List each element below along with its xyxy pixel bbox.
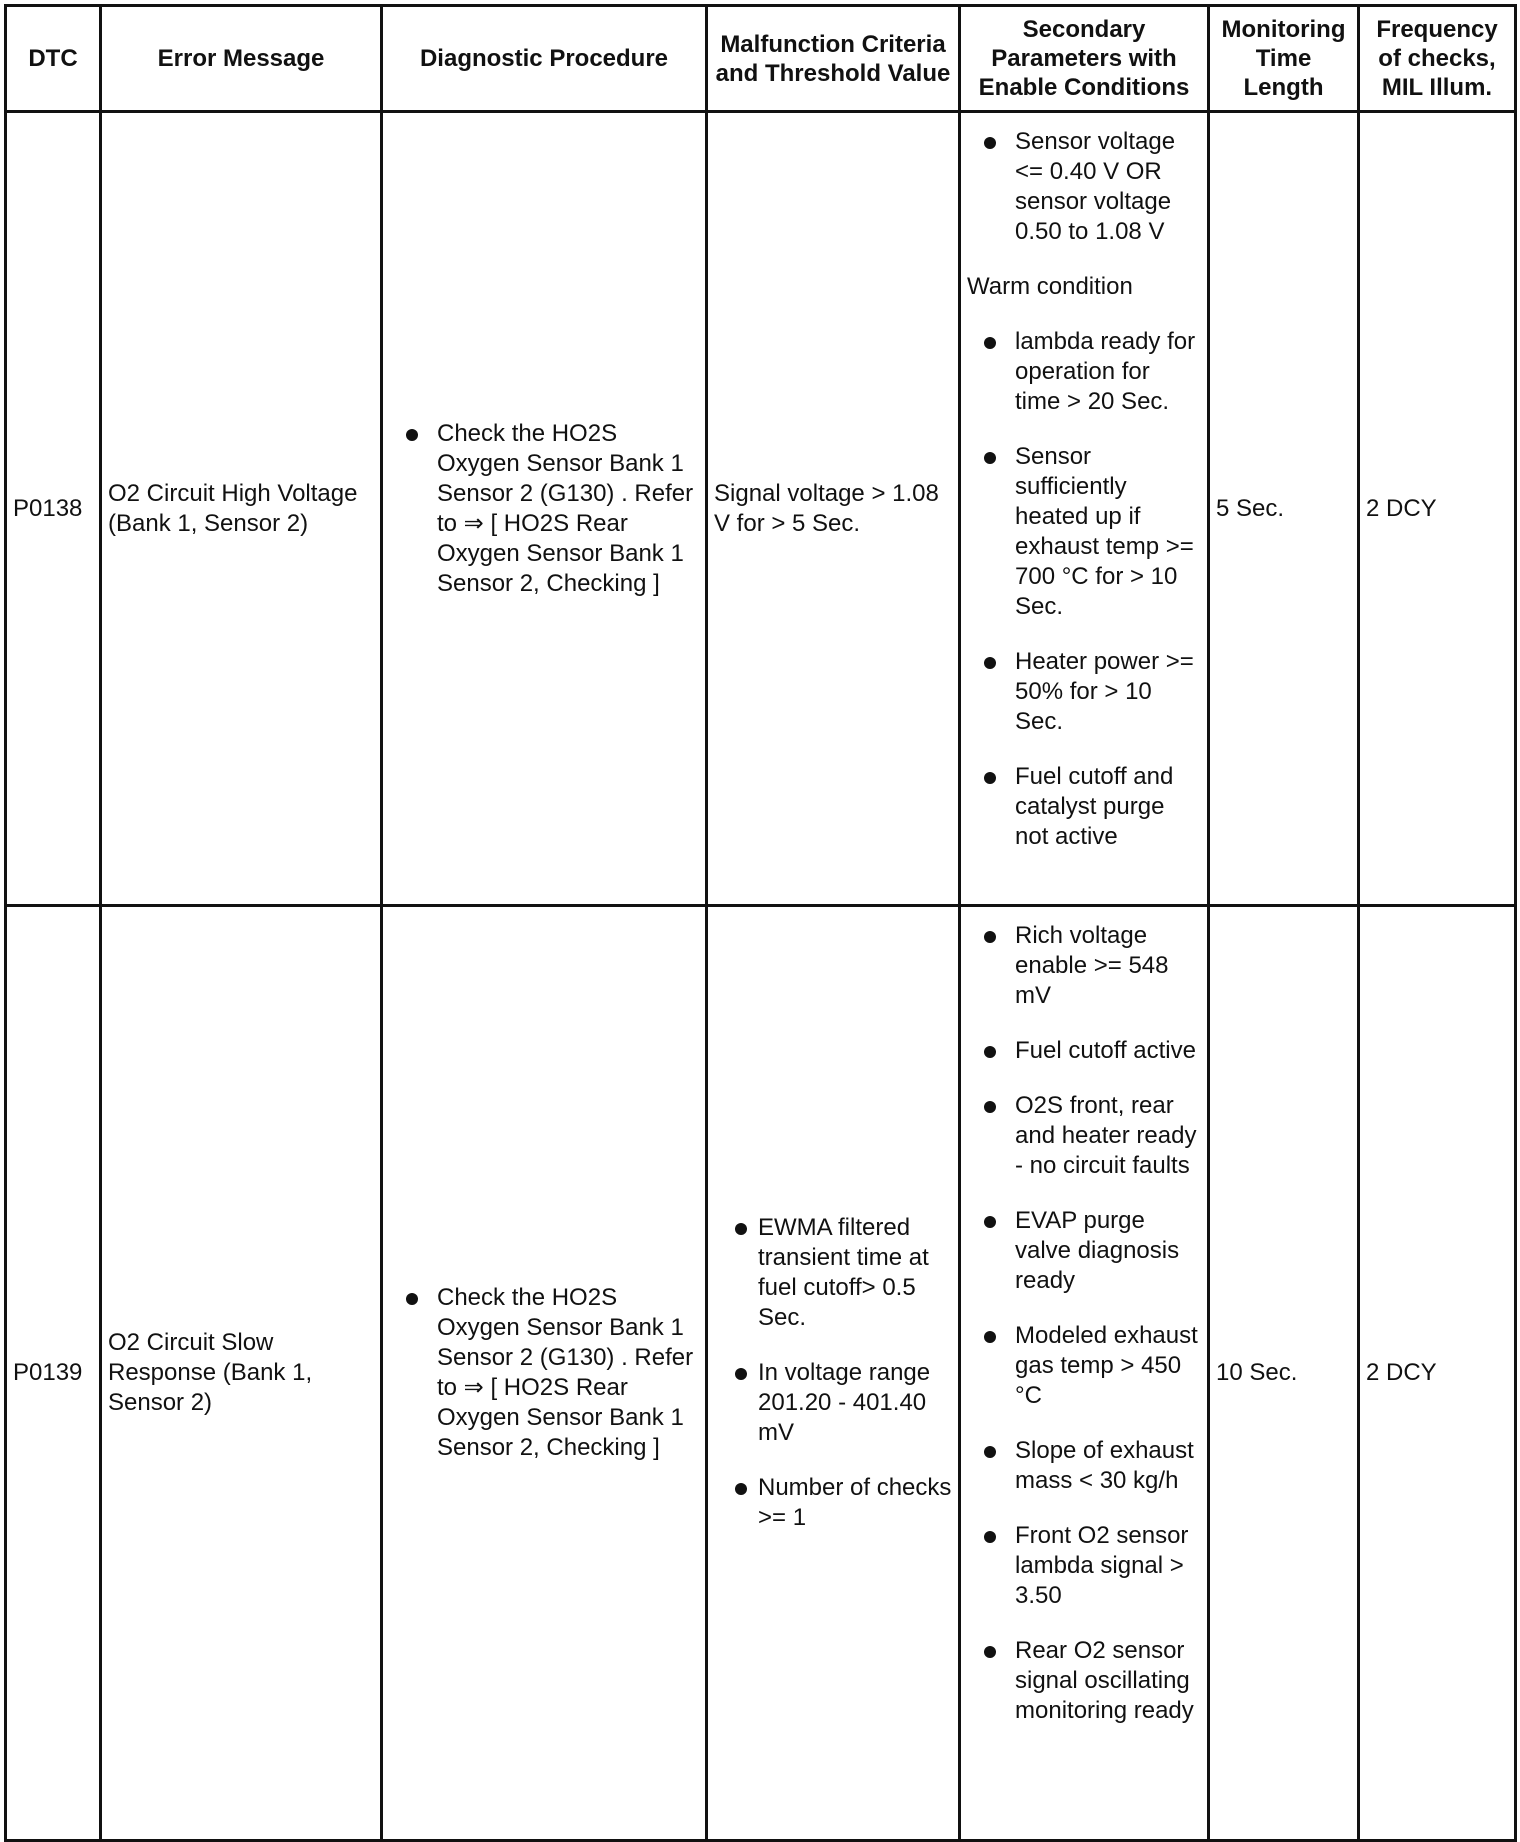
header-secondary-parameters: Secondary Parameters with Enable Conditions: [960, 6, 1209, 112]
error-message-cell: O2 Circuit High Voltage (Bank 1, Sensor 2): [101, 112, 382, 906]
procedure-list: [389, 419, 699, 599]
header-frequency: Frequency of checks, MIL Illum.: [1359, 6, 1516, 112]
secondary-item: lambda ready for operation for time > 20 Sec.: [967, 327, 1201, 417]
dtc-table-frame: [4, 4, 1514, 1834]
procedure-item: Check the HO2S Oxygen Sensor Bank 1 Sensor 2 (G130) . Refer to ⇒ [ HO2S Rear Oxygen Sensor Bank 1 Sensor 2, Checking ]: [389, 419, 699, 599]
criteria-item: In voltage range 201.20 - 401.40 mV: [714, 1358, 952, 1448]
secondary-item: Rich voltage enable >= 548 mV: [967, 921, 1201, 1011]
secondary-item: Sensor sufficiently heated up if exhaust temp >= 700 °C for > 10 Sec.: [967, 442, 1201, 622]
table-row: [6, 906, 1516, 1841]
header-diagnostic-procedure: Diagnostic Procedure: [382, 6, 707, 112]
procedure-cell: [382, 906, 707, 1841]
secondary-item: O2S front, rear and heater ready - no circuit faults: [967, 1091, 1201, 1181]
dtc-cell: P0138: [6, 112, 101, 906]
header-row: [6, 6, 1516, 112]
dtc-table: [4, 4, 1517, 1842]
secondary-item: EVAP purge valve diagnosis ready: [967, 1206, 1201, 1296]
secondary-cell: [960, 112, 1209, 906]
table-row: [6, 112, 1516, 906]
header-monitoring-time: Monitoring Time Length: [1209, 6, 1359, 112]
criteria-cell: [707, 906, 960, 1841]
procedure-item: Check the HO2S Oxygen Sensor Bank 1 Sensor 2 (G130) . Refer to ⇒ [ HO2S Rear Oxygen Sensor Bank 1 Sensor 2, Checking ]: [389, 1283, 699, 1463]
secondary-item: Rear O2 sensor signal oscillating monitoring ready: [967, 1636, 1201, 1726]
dtc-cell: P0139: [6, 906, 101, 1841]
criteria-list: [714, 1213, 952, 1533]
secondary-item: Sensor voltage <= 0.40 V OR sensor voltage 0.50 to 1.08 V: [967, 127, 1201, 247]
secondary-item: Fuel cutoff active: [967, 1036, 1201, 1066]
secondary-cell: [960, 906, 1209, 1841]
secondary-item: Front O2 sensor lambda signal > 3.50: [967, 1521, 1201, 1611]
header-malfunction-criteria: Malfunction Criteria and Threshold Value: [707, 6, 960, 112]
criteria-item: Number of checks >= 1: [714, 1473, 952, 1533]
criteria-cell: Signal voltage > 1.08 V for > 5 Sec.: [707, 112, 960, 906]
header-dtc: DTC: [6, 6, 101, 112]
header-error-message: Error Message: [101, 6, 382, 112]
secondary-list: [967, 327, 1201, 852]
criteria-item: EWMA filtered transient time at fuel cutoff> 0.5 Sec.: [714, 1213, 952, 1333]
error-message-cell: O2 Circuit Slow Response (Bank 1, Sensor 2): [101, 906, 382, 1841]
secondary-list: [967, 921, 1201, 1726]
monitoring-time-cell: 10 Sec.: [1209, 906, 1359, 1841]
procedure-cell: [382, 112, 707, 906]
secondary-label: Warm condition: [967, 273, 1133, 300]
frequency-cell: 2 DCY: [1359, 906, 1516, 1841]
secondary-item: Modeled exhaust gas temp > 450 °C: [967, 1321, 1201, 1411]
secondary-list: [967, 127, 1201, 247]
secondary-item: Slope of exhaust mass < 30 kg/h: [967, 1436, 1201, 1496]
procedure-list: [389, 1283, 699, 1463]
monitoring-time-cell: 5 Sec.: [1209, 112, 1359, 906]
frequency-cell: 2 DCY: [1359, 112, 1516, 906]
secondary-item: Fuel cutoff and catalyst purge not active: [967, 762, 1201, 852]
secondary-item: Heater power >= 50% for > 10 Sec.: [967, 647, 1201, 737]
